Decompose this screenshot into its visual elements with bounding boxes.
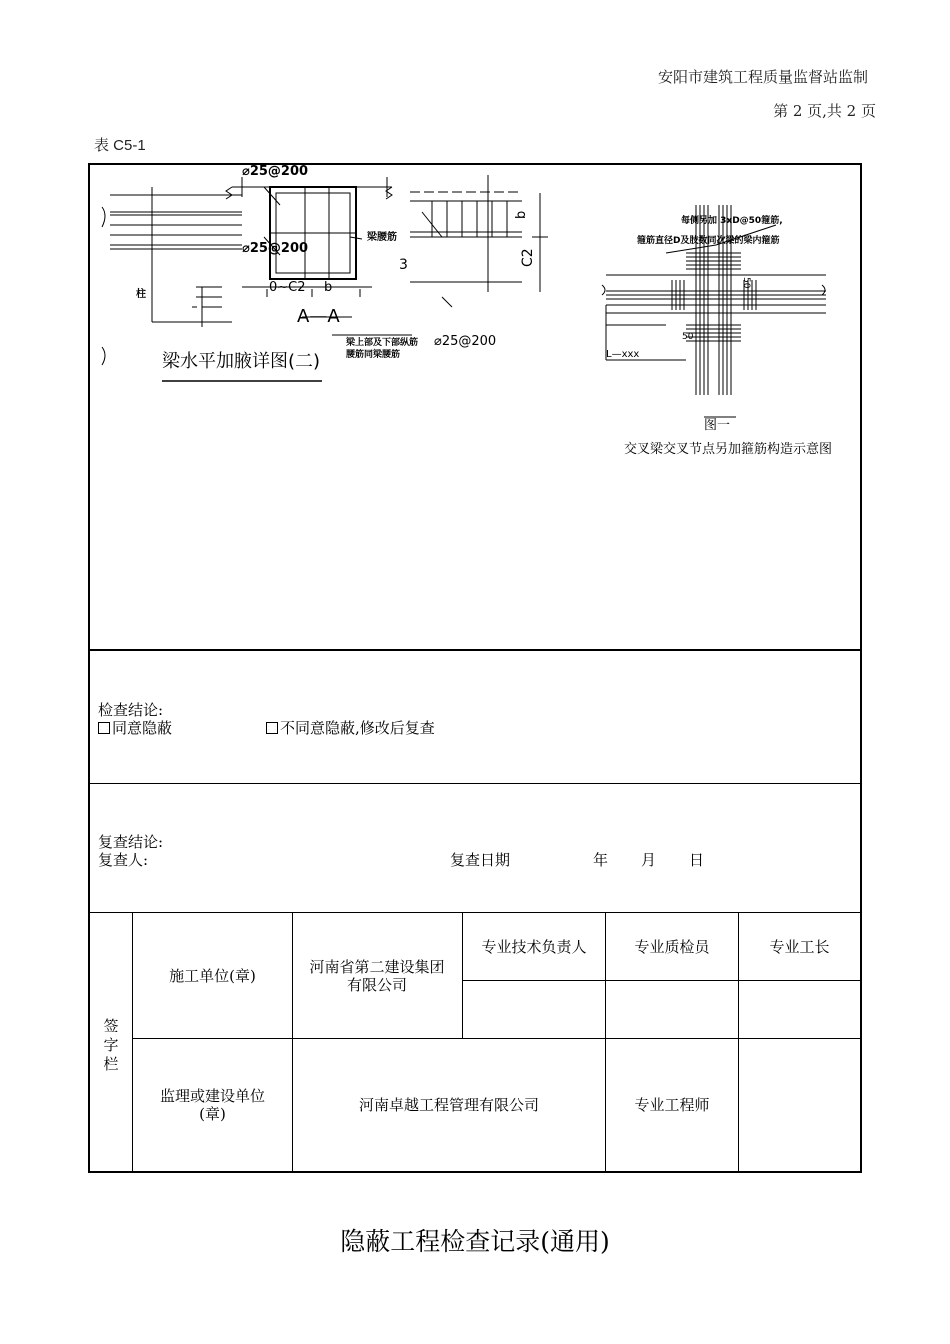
waist-bar-label: 梁腰筋 xyxy=(367,232,397,243)
dim-c2: C2 xyxy=(520,248,536,267)
dim-top: ⌀25@200 xyxy=(242,164,309,179)
supervisor-text: 安阳市建筑工程质量监督站监制 xyxy=(657,68,868,86)
option-disagree[interactable]: 不同意隐蔽,修改后复查 xyxy=(266,719,435,737)
right-note-line1: 每侧另加 3xD@50箍筋, xyxy=(681,216,783,226)
fig-label: 图一 xyxy=(704,418,731,433)
beam-haunch-drawing xyxy=(92,157,554,382)
review-date-label: 复查日期 xyxy=(450,851,511,869)
cross-beam-node-drawing xyxy=(586,205,848,465)
right-note-line2: 箍筋直径D及肢数同次梁的梁内箍筋 xyxy=(637,236,780,246)
dim-50-b: 50 xyxy=(682,332,694,342)
dim-50-a: 50 xyxy=(741,277,751,289)
note-line1: 梁上部及下部纵筋 xyxy=(346,338,419,348)
drawing-caption-right: 交叉梁交叉节点另加箍筋构造示意图 xyxy=(624,442,833,457)
dim-mid: ⌀25@200 xyxy=(242,241,309,256)
tech-lead-label: 专业技术负责人 xyxy=(481,937,587,956)
engineer-label: 专业工程师 xyxy=(634,1096,710,1114)
supervision-company: 河南卓越工程管理有限公司 xyxy=(358,1096,539,1114)
foreman-label: 专业工长 xyxy=(769,937,830,956)
construction-unit-label: 施工单位(章) xyxy=(169,966,256,985)
page-info: 第 2 页,共 2 页 xyxy=(773,102,876,120)
dim-l: L—xxx xyxy=(606,349,640,360)
partial-3: 3 xyxy=(399,257,408,273)
conclusion-label: 检查结论: xyxy=(98,701,164,719)
year-label: 年 xyxy=(593,851,609,869)
month-label: 月 xyxy=(641,851,657,869)
dim-b: b xyxy=(324,280,333,295)
form-code: 表 C5-1 xyxy=(94,137,146,154)
dim-bottom: 0~C2 xyxy=(269,280,306,295)
signature-side-label: 签字栏 xyxy=(103,1016,119,1073)
supervision-unit-label: 监理或建设单位(章) xyxy=(159,1087,265,1123)
day-label: 日 xyxy=(689,851,705,869)
review-label: 复查结论: xyxy=(98,833,164,851)
agree-checkbox[interactable] xyxy=(98,722,110,734)
reviewer-label: 复查人: xyxy=(98,851,149,869)
note-spacing: ⌀25@200 xyxy=(434,334,497,349)
column-label: 柱 xyxy=(136,289,146,300)
inspection-form xyxy=(88,163,862,1173)
quality-inspector-label: 专业质检员 xyxy=(634,937,710,956)
note-line2: 腰筋同梁腰筋 xyxy=(346,350,401,360)
section-label: A—A xyxy=(297,306,340,327)
disagree-checkbox[interactable] xyxy=(266,722,278,734)
option-agree[interactable]: 同意隐蔽 xyxy=(98,719,172,737)
drawing-title-left: 梁水平加腋详图(二) xyxy=(162,351,321,372)
dim-b-right: b xyxy=(514,210,529,219)
footer-title: 隐蔽工程检查记录(通用) xyxy=(340,1227,610,1256)
construction-company: 河南省第二建设集团有限公司 xyxy=(309,957,445,994)
